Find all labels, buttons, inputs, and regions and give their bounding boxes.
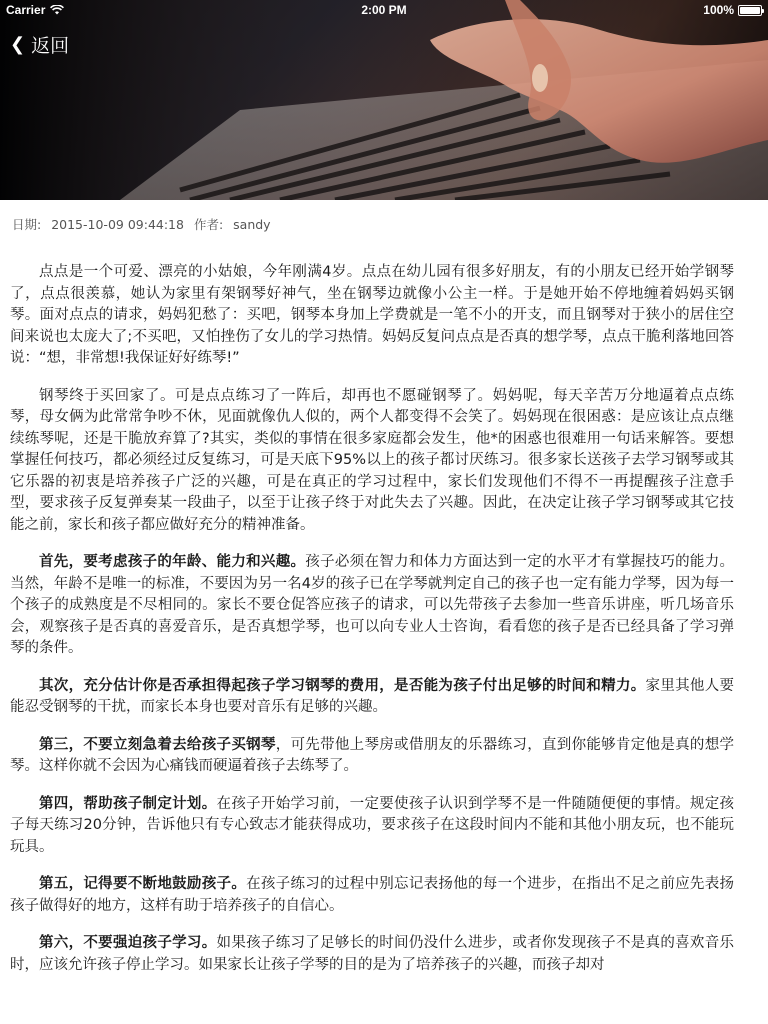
battery-fill — [740, 7, 760, 14]
author-label: 作者: — [193, 217, 224, 232]
article-paragraph — [10, 386, 734, 537]
article-paragraph — [10, 794, 734, 859]
paragraph-lead: 首先，要考虑孩子的年龄、能力和兴趣。 — [39, 554, 306, 570]
carrier-label: Carrier — [6, 3, 46, 17]
article-author: sandy — [233, 217, 271, 232]
paragraph-text: 钢琴终于买回家了。可是点点练习了一阵后，却再也不愿碰钢琴了。妈妈呢，每天辛苦万分地逼着点点练琴，母女俩为此常常争吵不休，见面就像仇人似的，两个人都变得不会笑了。妈妈现在很困惑：是应该让点点继续练琴呢，还是干脆放弃算了?其实，类似的事情在很多家庭都会发生，他*的困惑也很难用一句话来解答。要想掌握任何技巧，都必须经过反复练习，可是天底下95%以上的孩子都讨厌练习。很多家长送孩子去学习钢琴或其它乐器的初衷是培养孩子广泛的兴趣，可是在真正的学习过程中，家长们发现他们不得不一再提醒孩子注意手型，要求孩子反复弹奏某一段曲子，以至于让孩子终于对此失去了兴趣。因此，在决定让孩子学习钢琴或其它技能之前，家长和孩子都应做好充分的精神准备。 — [10, 387, 734, 533]
back-label: 返回 — [31, 35, 70, 57]
paragraph-lead: 第三，不要立刻急着去给孩子买钢琴 — [39, 736, 276, 753]
article-paragraph — [10, 262, 734, 370]
paragraph-text: 孩子必须在智力和体力方面达到一定的水平才有掌握技巧的能力。当然，年龄不是唯一的标准，不要因为另一名4岁的孩子已在学琴就判定自己的孩子也一定有能力学琴，因为每一个孩子的成熟度是不尽相同的。家长不要仓促答应孩子的请求，可以先带孩子去参加一些音乐讲座，听几场音乐会，观察孩子是否真的喜爱音乐，是否真想学琴，也可以向专业人士咨询，看看您的孩子是否已经具备了学习弹琴的条件。 — [10, 554, 734, 656]
battery-icon — [738, 5, 762, 16]
article-meta — [12, 215, 277, 233]
status-bar — [0, 0, 768, 20]
paragraph-text: 点点是一个可爱、漂亮的小姑娘，今年刚满4岁。点点在幼儿园有很多好朋友，有的小朋友已经开始学钢琴了，点点很羡慕，她认为家里有架钢琴好神气，坐在钢琴边就像小公主一样。于是她开始不停地缠着妈妈买钢琴。面对点点的请求，妈妈犯愁了：买吧，钢琴本身加上学费就是一笔不小的开支，而且钢琴对于狭小的居住空间来说也太庞大了;不买吧，又怕挫伤了女儿的学习热情。妈妈反复问点点是否真的想学琴，点点干脆利落地回答说：“想，非常想!我保证好好练琴!” — [10, 264, 734, 366]
paragraph-lead: 其次，充分估计你是否承担得起孩子学习钢琴的费用，是否能为孩子付出足够的时间和精力。 — [39, 677, 646, 694]
article-paragraph — [10, 676, 734, 719]
paragraph-text: 家里其他人要能忍受钢琴的干扰，而家长本身也要对音乐有足够的兴趣。 — [10, 677, 734, 715]
article-paragraph — [10, 735, 734, 778]
back-button[interactable] — [10, 31, 69, 58]
paragraph-lead: 第四，帮助孩子制定计划。 — [39, 795, 217, 812]
article-body — [10, 262, 734, 992]
paragraph-lead: 第六，不要强迫孩子学习。 — [39, 935, 217, 951]
paragraph-text: 在孩子开始学习前，一定要使孩子认识到学琴不是一件随随便便的事情。规定孩子每天练习20分钟，告诉他只有专心致志才能获得成功，要求孩子在这段时间内不能和其他小朋友玩，也不能玩玩具。 — [10, 795, 735, 855]
article-paragraph — [10, 874, 734, 917]
battery-percent: 100% — [703, 3, 734, 17]
paragraph-lead: 第五，记得要不断地鼓励孩子。 — [39, 876, 247, 892]
article-paragraph — [10, 933, 734, 976]
paragraph-text: 在孩子练习的过程中别忘记表扬他的每一个进步，在指出不足之前应先表扬孩子做得好的地方，这样有助于培养孩子的自信心。 — [10, 876, 734, 914]
status-time: 2:00 PM — [361, 3, 407, 17]
header-image — [0, 0, 768, 200]
chevron-left-icon: ❮ — [10, 34, 26, 55]
article-paragraph — [10, 552, 734, 660]
piano-hand-illustration — [0, 0, 768, 200]
paragraph-text: ，可先带他上琴房或借朋友的乐器练习，直到你能够肯定他是真的想学琴。这样你就不会因为心痛钱而硬逼着孩子去练琴了。 — [10, 736, 735, 774]
paragraph-text: 如果孩子练习了足够长的时间仍没什么进步，或者你发现孩子不是真的喜欢音乐时，应该允许孩子停止学习。如果家长让孩子学琴的目的是为了培养孩子的兴趣，而孩子却对 — [10, 935, 735, 973]
article-date: 2015-10-09 09:44:18 — [51, 217, 184, 232]
date-label: 日期: — [12, 217, 42, 232]
